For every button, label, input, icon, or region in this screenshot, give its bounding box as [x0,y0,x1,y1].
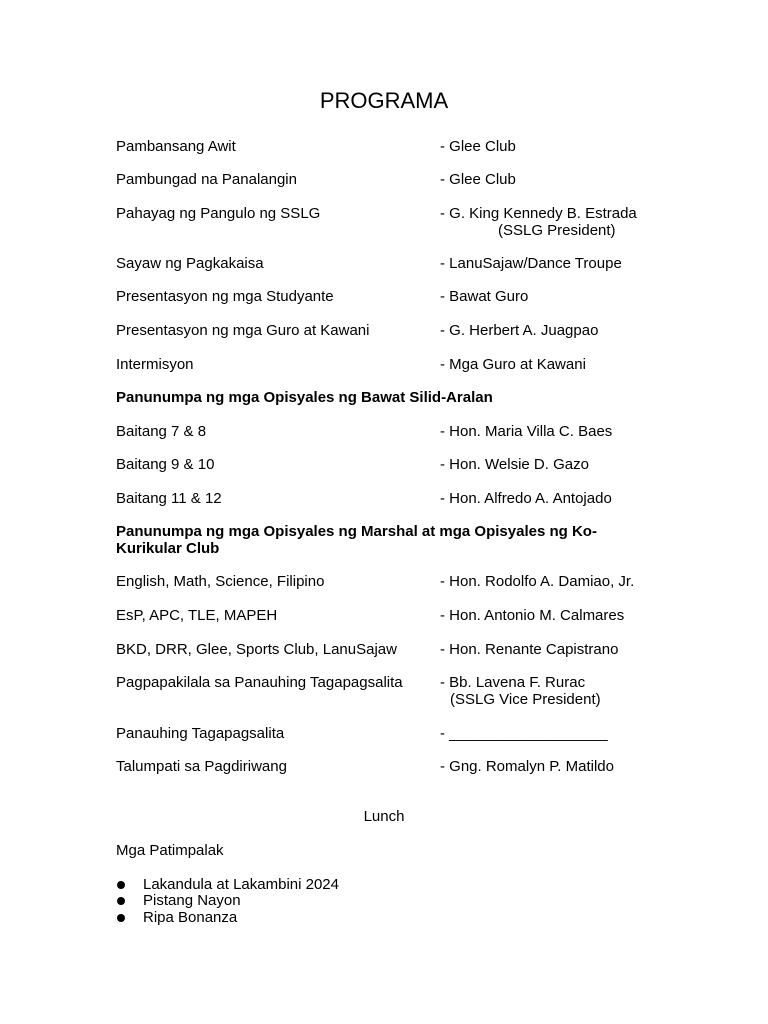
program-performer: - Hon. Maria Villa C. Baes [440,423,613,440]
section-heading: Panunumpa ng mga Opisyales ng Bawat Silid-Aralan [116,389,493,406]
program-performer: - Bb. Lavena F. Rurac [440,674,586,691]
program-performer: - Bawat Guro [440,288,529,305]
bullet-icon [117,881,125,889]
bullet-icon [117,914,125,922]
program-item: Panauhing Tagapagsalita [116,725,285,742]
program-role: (SSLG Vice President) [450,691,601,708]
program-performer: - Hon. Renante Capistrano [440,641,619,658]
program-item: EsP, APC, TLE, MAPEH [116,607,278,624]
program-performer: - ___________________ [440,725,608,742]
program-performer: - Mga Guro at Kawani [440,356,586,373]
program-item: BKD, DRR, Glee, Sports Club, LanuSajaw [116,641,397,658]
program-item: English, Math, Science, Filipino [116,573,325,590]
program-performer: - Glee Club [440,138,516,155]
program-item: Pahayag ng Pangulo ng SSLG [116,205,321,222]
program-item: Presentasyon ng mga Studyante [116,288,334,305]
program-performer: - Gng. Romalyn P. Matildo [440,758,614,775]
lunch-label: Lunch [363,808,405,825]
program-role: (SSLG President) [498,222,616,239]
program-item: Baitang 9 & 10 [116,456,215,473]
program-performer: - Hon. Antonio M. Calmares [440,607,625,624]
program-item: Sayaw ng Pagkakaisa [116,255,264,272]
program-item: Intermisyon [116,356,194,373]
contest-name: Pistang Nayon [143,892,241,909]
program-item: Talumpati sa Pagdiriwang [116,758,287,775]
program-performer: - Hon. Alfredo A. Antojado [440,490,612,507]
program-performer: - LanuSajaw/Dance Troupe [440,255,622,272]
contest-name: Ripa Bonanza [143,909,238,926]
section-heading-line: Kurikular Club [116,540,220,557]
program-performer: - Hon. Rodolfo A. Damiao, Jr. [440,573,635,590]
program-performer: - G. Herbert A. Juagpao [440,322,599,339]
program-performer: - Hon. Welsie D. Gazo [440,456,589,473]
contest-name: Lakandula at Lakambini 2024 [143,876,339,893]
section-heading-line: Panunumpa ng mga Opisyales ng Marshal at mga Opisyales ng Ko- [116,523,597,540]
page-title: PROGRAMA [319,88,449,113]
program-item: Pambansang Awit [116,138,236,155]
bullet-icon [117,897,125,905]
program-performer: - Glee Club [440,171,516,188]
program-item: Baitang 11 & 12 [116,490,222,507]
program-item: Presentasyon ng mga Guro at Kawani [116,322,370,339]
program-item: Pagpapakilala sa Panauhing Tagapagsalita [116,674,403,691]
program-item: Baitang 7 & 8 [116,423,207,440]
contests-heading: Mga Patimpalak [116,842,224,859]
program-performer: - G. King Kennedy B. Estrada [440,205,637,222]
program-item: Pambungad na Panalangin [116,171,297,188]
